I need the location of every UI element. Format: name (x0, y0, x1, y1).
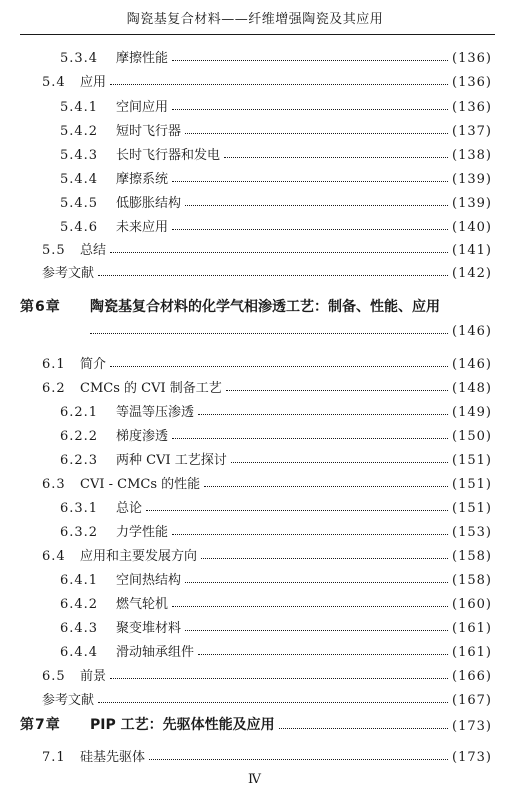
dot-leader (198, 654, 448, 655)
entry-number: 6.4.2 (60, 597, 99, 612)
entry-page: (140) (452, 220, 492, 235)
entry-number: 6.4.1 (60, 573, 99, 588)
toc-entry-references[interactable] (42, 259, 492, 281)
toc-entry[interactable] (42, 542, 492, 564)
entry-page: (148) (452, 381, 492, 396)
dot-leader (172, 229, 448, 230)
entry-number: 5.4.5 (60, 196, 99, 211)
entry-title: 低膨胀结构 (116, 196, 182, 211)
entry-page: (161) (452, 621, 492, 636)
toc-entry[interactable] (60, 638, 492, 660)
chapter-heading[interactable] (20, 292, 492, 316)
dot-leader (231, 462, 448, 463)
toc-entry[interactable] (60, 117, 492, 139)
dot-leader (172, 534, 448, 535)
entry-page: (153) (452, 525, 492, 540)
dot-leader (201, 558, 448, 559)
entry-page: (138) (452, 148, 492, 163)
entry-title: 燃气轮机 (116, 597, 169, 612)
toc-entry[interactable] (42, 374, 492, 396)
toc-entry[interactable] (42, 743, 492, 765)
entry-page: (136) (452, 100, 492, 115)
toc-entry[interactable] (60, 141, 492, 163)
toc-entry[interactable] (60, 189, 492, 211)
toc-entry[interactable] (60, 614, 492, 636)
entry-title: 空间应用 (116, 100, 169, 115)
entry-number: 7.1 (42, 750, 66, 765)
entry-page: (161) (452, 645, 492, 660)
entry-page: (136) (452, 51, 492, 66)
entry-page: (151) (452, 477, 492, 492)
entry-page: (150) (452, 429, 492, 444)
entry-number: 5.4.1 (60, 100, 99, 115)
toc-entry[interactable] (42, 236, 492, 258)
entry-title: CMCs 的 CVI 制备工艺 (80, 381, 222, 396)
chapter-title: PIP 工艺：先驱体性能及应用 (90, 717, 275, 733)
entry-title: 应用 (80, 75, 107, 90)
toc-entry[interactable] (60, 590, 492, 612)
dot-leader (172, 181, 448, 182)
entry-title: 前景 (80, 669, 107, 684)
entry-title: 应用和主要发展方向 (80, 549, 198, 564)
entry-number: 6.3.1 (60, 501, 99, 516)
chapter-page: (146) (452, 324, 492, 339)
toc-entry[interactable] (60, 398, 492, 420)
entry-number: 5.4.2 (60, 124, 99, 139)
entry-page: (173) (452, 750, 492, 765)
toc-entry[interactable] (42, 350, 492, 372)
entry-number: 6.2 (42, 381, 66, 396)
chapter-title: 陶瓷基复合材料的化学气相渗透工艺：制备、性能、应用 (90, 299, 440, 315)
entry-page: (137) (452, 124, 492, 139)
entry-title: 力学性能 (116, 525, 169, 540)
dot-leader (110, 366, 448, 367)
entry-page: (141) (452, 243, 492, 258)
dot-leader (172, 109, 448, 110)
dot-leader (185, 630, 448, 631)
entry-page: (139) (452, 172, 492, 187)
entry-page: (167) (452, 693, 492, 708)
dot-leader (198, 414, 448, 415)
dot-leader (110, 252, 448, 253)
entry-title: 摩擦性能 (116, 51, 169, 66)
toc-entry[interactable] (60, 566, 492, 588)
toc-entry[interactable] (60, 494, 492, 516)
entry-page: (149) (452, 405, 492, 420)
entry-page: (151) (452, 501, 492, 516)
header-rule (20, 34, 495, 35)
toc-entry[interactable] (42, 470, 492, 492)
entry-title: 简介 (80, 357, 107, 372)
toc-entry[interactable] (42, 662, 492, 684)
entry-page: (158) (452, 573, 492, 588)
entry-page: (151) (452, 453, 492, 468)
chapter-leader-line[interactable] (90, 317, 492, 339)
entry-title: 总结 (80, 243, 107, 258)
toc-entry[interactable] (60, 44, 492, 66)
toc-entry[interactable] (60, 165, 492, 187)
entry-page: (136) (452, 75, 492, 90)
dot-leader (98, 702, 448, 703)
entry-title: 参考文献 (42, 693, 95, 708)
entry-title: 参考文献 (42, 266, 95, 281)
entry-title: 未来应用 (116, 220, 169, 235)
entry-page: (160) (452, 597, 492, 612)
entry-title: 聚变堆材料 (116, 621, 182, 636)
entry-title: 空间热结构 (116, 573, 182, 588)
entry-title: 硅基先驱体 (80, 750, 146, 765)
chapter-number: 第7章 (20, 717, 61, 733)
entry-number: 6.4.3 (60, 621, 99, 636)
entry-number: 6.4 (42, 549, 66, 564)
entry-title: 长时飞行器和发电 (116, 148, 221, 163)
entry-number: 6.5 (42, 669, 66, 684)
dot-leader (224, 157, 448, 158)
running-header: 陶瓷基复合材料——纤维增强陶瓷及其应用 (126, 12, 384, 27)
entry-number: 6.2.2 (60, 429, 99, 444)
dot-leader (146, 510, 448, 511)
entry-title: 等温等压渗透 (116, 405, 195, 420)
entry-page: (166) (452, 669, 492, 684)
dot-leader (279, 728, 448, 729)
chapter-number: 第6章 (20, 299, 61, 315)
toc-entry[interactable] (60, 93, 492, 115)
dot-leader (172, 438, 448, 439)
dot-leader (204, 486, 448, 487)
entry-title: 短时飞行器 (116, 124, 182, 139)
entry-page: (146) (452, 357, 492, 372)
dot-leader (110, 678, 448, 679)
toc-entry[interactable] (42, 68, 492, 90)
entry-number: 5.3.4 (60, 51, 99, 66)
dot-leader (226, 390, 448, 391)
entry-number: 6.1 (42, 357, 66, 372)
entry-title: 两种 CVI 工艺探讨 (116, 453, 227, 468)
dot-leader (185, 582, 448, 583)
toc-entry[interactable] (60, 446, 492, 468)
entry-number: 5.4.4 (60, 172, 99, 187)
entry-number: 6.2.3 (60, 453, 99, 468)
dot-leader (90, 333, 448, 334)
entry-title: 摩擦系统 (116, 172, 169, 187)
entry-page: (139) (452, 196, 492, 211)
entry-page: (158) (452, 549, 492, 564)
entry-title: CVI - CMCs 的性能 (80, 477, 201, 492)
entry-title: 滑动轴承组件 (116, 645, 195, 660)
toc-entry-references[interactable] (42, 686, 492, 708)
entry-number: 6.3.2 (60, 525, 99, 540)
dot-leader (110, 84, 448, 85)
entry-number: 5.4 (42, 75, 66, 90)
dot-leader (149, 759, 448, 760)
entry-number: 6.4.4 (60, 645, 99, 660)
dot-leader (185, 133, 448, 134)
toc-entry[interactable] (60, 213, 492, 235)
entry-number: 5.4.3 (60, 148, 99, 163)
toc-entry[interactable] (60, 422, 492, 444)
chapter-page: (173) (452, 719, 492, 734)
entry-page: (142) (452, 266, 492, 281)
entry-title: 总论 (116, 501, 143, 516)
dot-leader (172, 60, 448, 61)
page-number: Ⅳ (248, 772, 262, 787)
entry-number: 6.2.1 (60, 405, 99, 420)
dot-leader (98, 275, 448, 276)
entry-number: 5.5 (42, 243, 66, 258)
entry-title: 梯度渗透 (116, 429, 169, 444)
entry-number: 6.3 (42, 477, 66, 492)
entry-number: 5.4.6 (60, 220, 99, 235)
chapter-heading[interactable] (20, 710, 492, 734)
dot-leader (172, 606, 448, 607)
toc-entry[interactable] (60, 518, 492, 540)
dot-leader (185, 205, 448, 206)
